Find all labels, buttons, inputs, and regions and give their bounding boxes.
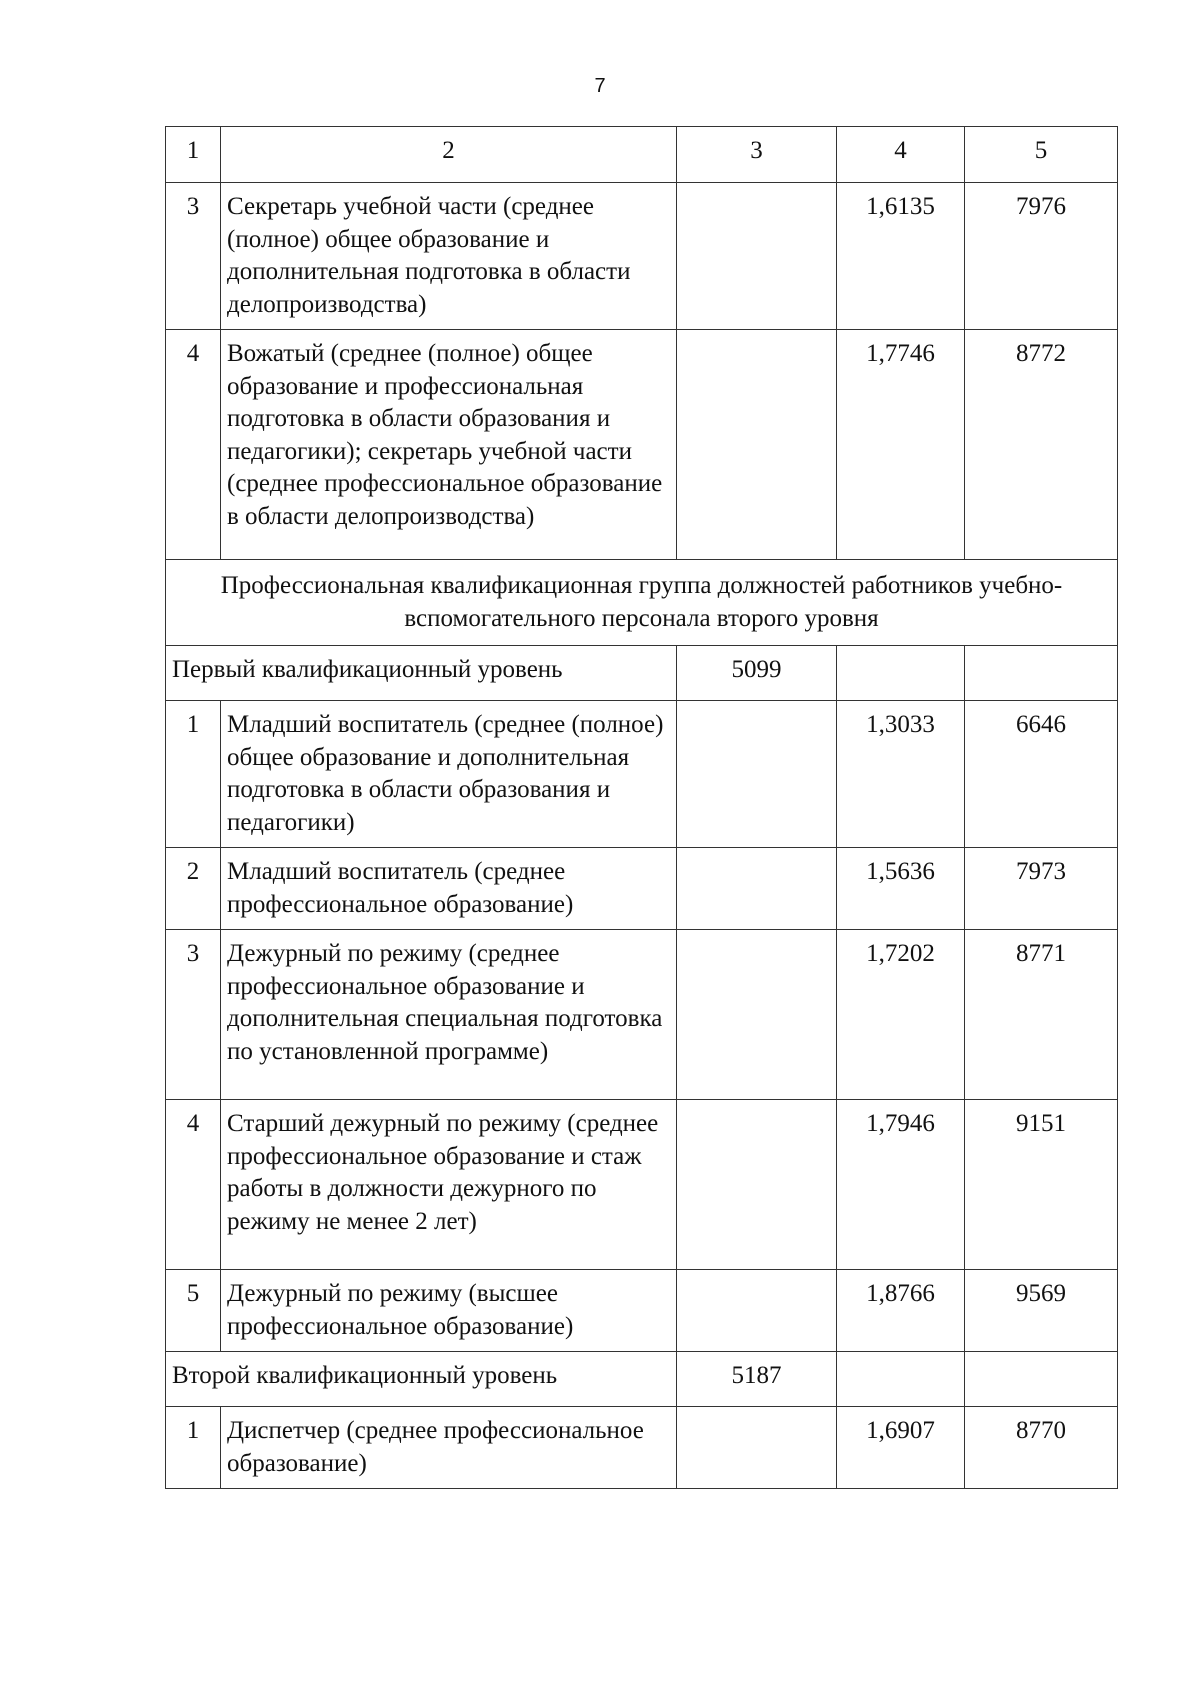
coefficient-cell: 1,7946 xyxy=(837,1100,965,1270)
position-description: Младший воспитатель (среднее (полное) общее образование и дополнительная подготовка в области образования и педагогики) xyxy=(221,701,677,848)
base-salary-cell xyxy=(677,930,837,1100)
salary-cell: 8771 xyxy=(965,930,1118,1100)
table-header-row xyxy=(166,127,1118,183)
table-row xyxy=(166,848,1118,930)
row-number: 1 xyxy=(166,701,221,848)
row-number: 4 xyxy=(166,330,221,560)
table-row xyxy=(166,701,1118,848)
qualification-level-row xyxy=(166,1352,1118,1407)
table-row xyxy=(166,330,1118,560)
qualification-table xyxy=(165,126,1118,1489)
row-number: 5 xyxy=(166,1270,221,1352)
salary-cell: 8770 xyxy=(965,1407,1118,1489)
base-salary-cell xyxy=(677,701,837,848)
table-row xyxy=(166,183,1118,330)
empty-cell xyxy=(837,646,965,701)
table-row xyxy=(166,1270,1118,1352)
position-description: Старший дежурный по режиму (среднее профессиональное образование и стаж работы в должности дежурного по режиму не менее 2 лет) xyxy=(221,1100,677,1270)
row-number: 3 xyxy=(166,930,221,1100)
base-salary-cell xyxy=(677,183,837,330)
row-number: 3 xyxy=(166,183,221,330)
salary-cell: 6646 xyxy=(965,701,1118,848)
header-cell: 5 xyxy=(965,127,1118,183)
base-salary-cell xyxy=(677,848,837,930)
salary-cell: 8772 xyxy=(965,330,1118,560)
qualification-level-row xyxy=(166,646,1118,701)
group-title: Профессиональная квалификационная группа должностей работников учебно-вспомогательного персонала второго уровня xyxy=(166,560,1118,646)
header-cell: 1 xyxy=(166,127,221,183)
table-row xyxy=(166,1407,1118,1489)
empty-cell xyxy=(965,646,1118,701)
table-row xyxy=(166,930,1118,1100)
level-base-salary: 5099 xyxy=(677,646,837,701)
coefficient-cell: 1,6135 xyxy=(837,183,965,330)
level-label: Первый квалификационный уровень xyxy=(166,646,677,701)
base-salary-cell xyxy=(677,1100,837,1270)
row-number: 1 xyxy=(166,1407,221,1489)
salary-cell: 7973 xyxy=(965,848,1118,930)
coefficient-cell: 1,3033 xyxy=(837,701,965,848)
position-description: Дежурный по режиму (среднее профессиональное образование и дополнительная специальная подготовка по установленной программе) xyxy=(221,930,677,1100)
position-description: Дежурный по режиму (высшее профессиональное образование) xyxy=(221,1270,677,1352)
header-cell: 4 xyxy=(837,127,965,183)
coefficient-cell: 1,5636 xyxy=(837,848,965,930)
coefficient-cell: 1,6907 xyxy=(837,1407,965,1489)
group-header-row xyxy=(166,560,1118,646)
coefficient-cell: 1,8766 xyxy=(837,1270,965,1352)
header-cell: 3 xyxy=(677,127,837,183)
base-salary-cell xyxy=(677,1407,837,1489)
position-description: Секретарь учебной части (среднее (полное) общее образование и дополнительная подготовка в области делопроизводства) xyxy=(221,183,677,330)
level-base-salary: 5187 xyxy=(677,1352,837,1407)
empty-cell xyxy=(965,1352,1118,1407)
position-description: Младший воспитатель (среднее профессиональное образование) xyxy=(221,848,677,930)
header-cell: 2 xyxy=(221,127,677,183)
coefficient-cell: 1,7746 xyxy=(837,330,965,560)
salary-cell: 7976 xyxy=(965,183,1118,330)
table-row xyxy=(166,1100,1118,1270)
salary-cell: 9151 xyxy=(965,1100,1118,1270)
level-label: Второй квалификационный уровень xyxy=(166,1352,677,1407)
salary-cell: 9569 xyxy=(965,1270,1118,1352)
base-salary-cell xyxy=(677,330,837,560)
position-description: Диспетчер (среднее профессиональное образование) xyxy=(221,1407,677,1489)
row-number: 2 xyxy=(166,848,221,930)
row-number: 4 xyxy=(166,1100,221,1270)
position-description: Вожатый (среднее (полное) общее образование и профессиональная подготовка в области образования и педагогики); секретарь учебной части (среднее профессиональное образование в области делопроизводства) xyxy=(221,330,677,560)
coefficient-cell: 1,7202 xyxy=(837,930,965,1100)
empty-cell xyxy=(837,1352,965,1407)
base-salary-cell xyxy=(677,1270,837,1352)
page-number: 7 xyxy=(594,75,606,97)
